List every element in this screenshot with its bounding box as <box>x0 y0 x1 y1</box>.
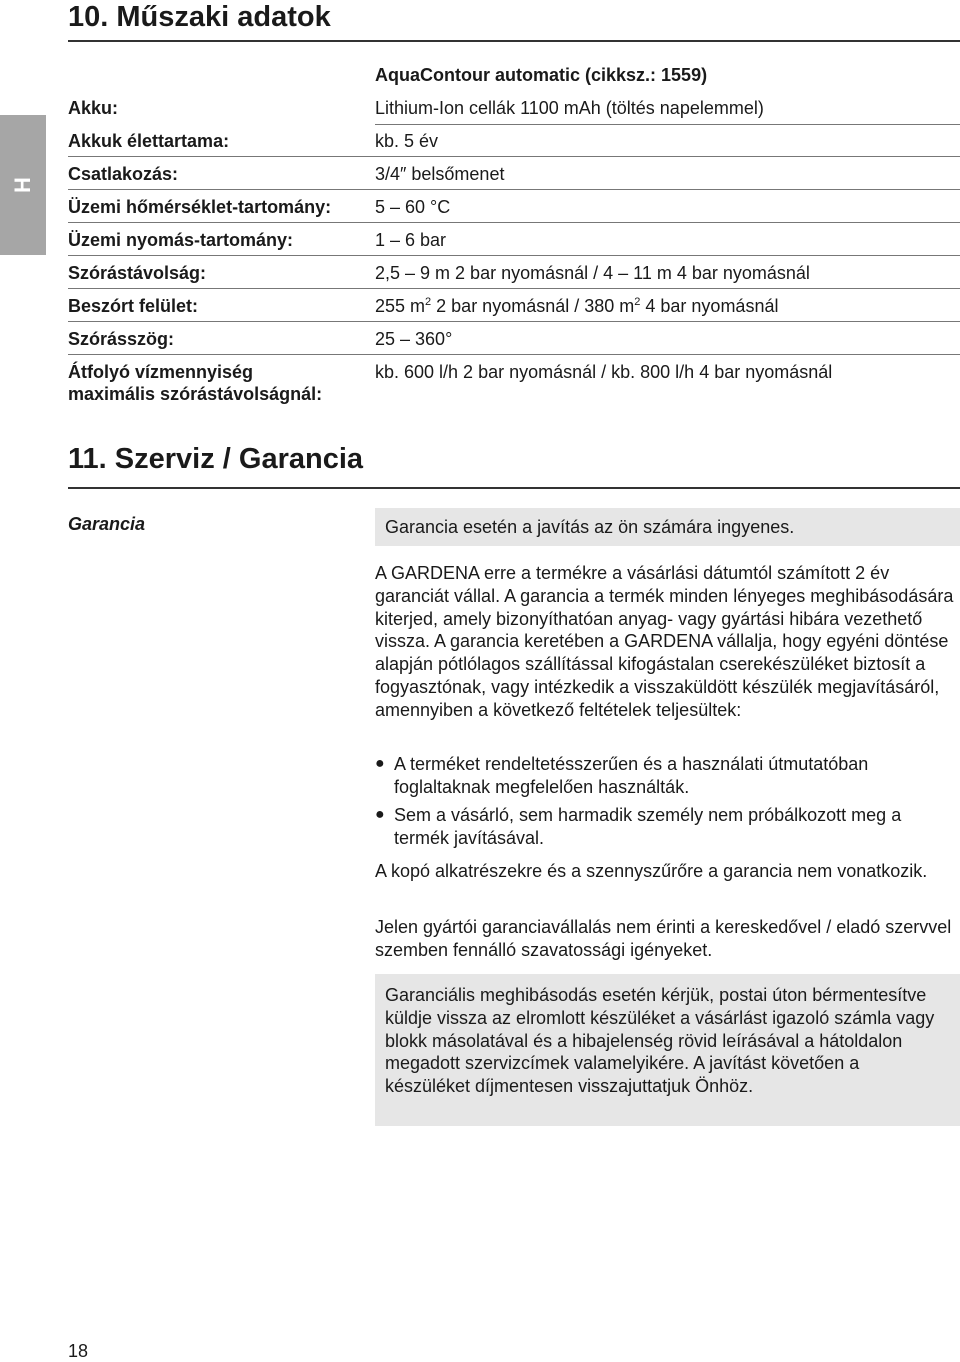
section-title-technical-data: 10. Műszaki adatok <box>68 1 331 33</box>
language-tab <box>0 115 46 255</box>
spec-value: 3/4″ belsőmenet <box>375 164 505 184</box>
spec-label: Csatlakozás: <box>68 164 179 184</box>
section-title-service-warranty: 11. Szerviz / Garancia <box>68 443 364 475</box>
spec-label: Szórásszög: <box>68 329 175 349</box>
product-line: AquaContour automatic (cikksz.: 1559) <box>375 65 708 85</box>
spec-label: Üzemi nyomás-tartomány: <box>68 230 294 250</box>
spec-value <box>375 295 778 317</box>
row-divider <box>68 156 960 157</box>
spec-value: 25 – 360° <box>375 329 453 349</box>
title-rule <box>68 40 960 42</box>
return-instructions-box <box>375 974 960 1126</box>
list-item-text: Sem a vásárló, sem harmadik személy nem próbálkozott meg a termék javításával. <box>394 805 902 848</box>
bullet-icon: ● <box>375 806 385 823</box>
spec-label: Átfolyó vízmennyiség <box>68 362 254 382</box>
warranty-highlight-text: Garancia esetén a javítás az ön számára ingyenes. <box>385 517 795 537</box>
page-number: 18 <box>68 1341 89 1361</box>
area-value-part: 2 bar nyomásnál / 380 m <box>431 296 635 316</box>
spec-label: Beszórt felület: <box>68 296 199 316</box>
title-rule <box>68 487 960 489</box>
spec-label: Akku: <box>68 98 119 118</box>
row-divider <box>68 222 960 223</box>
warranty-side-label: Garancia <box>68 514 146 534</box>
spec-value: kb. 600 l/h 2 bar nyomásnál / kb. 800 l/h 4 bar nyomásnál <box>375 362 833 382</box>
superscript: 2 <box>425 296 432 308</box>
list-item-text: A terméket rendeltetésszerűen és a használati útmutatóban foglaltaknak megfelelően használták. <box>394 754 869 797</box>
spec-label: Üzemi hőmérséklet-tartomány: <box>68 197 332 217</box>
warranty-paragraph: A GARDENA erre a termékre a vásárlási dátumtól számított 2 év garanciát vállal. A garancia a termék minden lényeges meghibásodására kiterjed, amely bizonyíthatóan anyag- vagy gyártási hibára vezethető vissza. A garancia keretében a GARDENA vállalja, hogy egyéni döntése alapján pótlólagos szállítással kifogástalan cserekészüléket biztosít a fogyasztónak, vagy intézkedik a visszaküldött készülék megjavításáról, amennyiben a következő feltételek teljesültek: <box>375 563 954 720</box>
bullet-icon: ● <box>375 755 385 772</box>
spec-value: 2,5 – 9 m 2 bar nyomásnál / 4 – 11 m 4 bar nyomásnál <box>375 263 810 283</box>
language-tab-label: H <box>10 177 35 193</box>
spec-value: 1 – 6 bar <box>375 230 447 250</box>
wear-parts-paragraph: A kopó alkatrészekre és a szennyszűrőre a garancia nem vonatkozik. <box>375 861 928 881</box>
area-value-part: 255 m <box>375 296 426 316</box>
spec-value: Lithium-Ion cellák 1100 mAh (töltés napelemmel) <box>375 98 764 118</box>
spec-label: Akkuk élettartama: <box>68 131 230 151</box>
row-divider <box>68 354 960 355</box>
row-divider <box>68 189 960 190</box>
liability-paragraph: Jelen gyártói garanciavállalás nem érinti a kereskedővel / eladó szervvel szemben fennálló szavatossági igényeket. <box>375 917 952 960</box>
row-divider <box>68 321 960 322</box>
spec-label: maximális szórástávolságnál: <box>68 384 323 404</box>
warranty-highlight-box <box>375 508 960 546</box>
spec-value: kb. 5 év <box>375 131 439 151</box>
return-instructions-text: Garanciális meghibásodás esetén kérjük, postai úton bérmentesítve küldje vissza az elromlott készüléket a vásárlást igazoló számla vagy blokk másolatával és a hibajelenség rövid leírásával a hátoldalon megadott szervizcímek valamelyikére. A javítást követően a készüléket díjmentesen visszajuttatjuk Önhöz. <box>385 985 935 1097</box>
row-divider <box>68 288 960 289</box>
area-value-part: 4 bar nyomásnál <box>640 296 779 316</box>
superscript: 2 <box>634 296 641 308</box>
row-divider <box>68 255 960 256</box>
row-divider <box>375 124 960 125</box>
spec-label: Szórástávolság: <box>68 263 207 283</box>
spec-value: 5 – 60 °C <box>375 197 451 217</box>
